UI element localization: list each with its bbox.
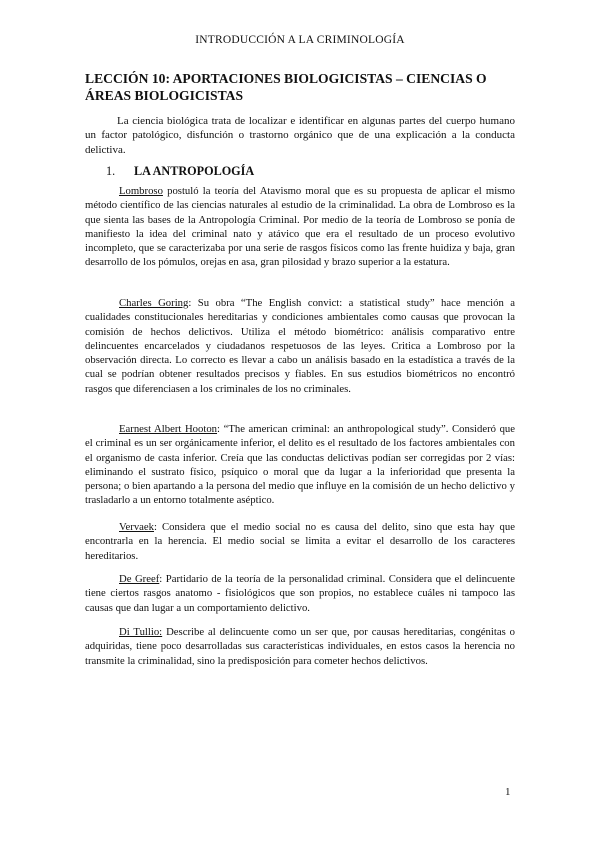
paragraph-text: : “The american criminal: an anthropological study”. Consideró que el criminal es un ser orgánicamente inferior, el delito es el resultado de los factores ambientales con el organismo de casta inferior. Creía que las conductas delictivas podían ser corregidas por 2 vías: eliminando el sustrato físico, psíquico o moral que da lugar a la inferioridad que presenta la persona; o bien apartando a la persona del medio que influye en la comisión de un hecho delictivo y trasladarlo a un entorno totalmente aséptico. bbox=[85, 423, 516, 507]
paragraph-vervaek bbox=[85, 520, 515, 563]
author-name: Di Tullio: bbox=[119, 626, 163, 638]
paragraph-text: Describe al delincuente como un ser que, por causas hereditarias, congénitas o adquiridas, tiene poco desarrolladas sus características individuales, en estos casos la herencia no transmite la criminalidad, sino la predisposición para cometer hechos delictivos. bbox=[85, 626, 516, 667]
paragraph-de-greef bbox=[85, 572, 515, 615]
running-header: INTRODUCCIÓN A LA CRIMINOLOGÍA bbox=[195, 34, 405, 46]
page-number: 1 bbox=[505, 786, 511, 798]
paragraph-text: : Considera que el medio social no es causa del delito, sino que esta hay que encontrarla en la herencia. El medio social se limita a evitar el desarrollo de los caracteres hereditarios. bbox=[85, 521, 515, 562]
intro-paragraph: La ciencia biológica trata de localizar e identificar en algunas partes del cuerpo humano un factor patológico, disfunción o trastorno orgánico que de una explicación a la conducta delictiva. bbox=[85, 115, 515, 156]
section-heading bbox=[106, 164, 254, 179]
section-title: LA ANTROPOLOGÍA bbox=[134, 164, 255, 178]
author-name: Lombroso bbox=[119, 185, 163, 197]
section-number: 1. bbox=[106, 164, 116, 178]
paragraph-di-tullio bbox=[85, 625, 515, 668]
author-name: Earnest Albert Hooton bbox=[119, 423, 218, 435]
paragraph-text: postuló la teoría del Atavismo moral que es su propuesta de aplicar el mismo método científico de las ciencias naturales al estudio de la criminalidad. La obra de Lombroso es la que sienta las bases de la Antropología Criminal. Por medio de la teoría de Lombroso se ponía de manifiesto la idea del criminal nato y atávico que era el resultado de un proceso evolutivo incompleto, que se caracterizaba por una serie de rasgos físicos como las frente huidiza y baja, gran desarrollo de los pómulos, orejas en asa, gran pilosidad y brazo superior a la estatura. bbox=[85, 185, 515, 269]
paragraph-text: : Su obra “The English convict: a statistical study” hace mención a cualidades constitucionales hereditarias y condiciones ambientales como causas que provocan la comisión de hechos delictivos. Utiliza el método biométrico: análisis comparativo entre delincuentes encarcelados y ciudadanos respetuosos de las leyes. Critica a Lombroso por la observación directa. Lo correcto es llevar a cabo un análisis basado en la estadística a través de la cual se podrían obtener resultados precisos y fiables. En sus estudios biométricos no encontró rasgos que diferenciasen a los criminales de los no criminales. bbox=[85, 297, 515, 395]
author-name: Vervaek bbox=[119, 521, 155, 533]
paragraph-goring bbox=[85, 296, 515, 396]
lesson-title: LECCIÓN 10: APORTACIONES BIOLOGICISTAS – CIENCIAS O ÁREAS BIOLOGICISTAS bbox=[85, 71, 487, 103]
paragraph-hooton bbox=[85, 422, 515, 508]
paragraph-text: : Partidario de la teoría de la personalidad criminal. Considera que el delincuente tiene ciertos rasgos anatomo - fisiológicos que son propios, no establece cuáles ni tampoco las causas que dan lugar a un comportamiento delictivo. bbox=[85, 573, 515, 614]
author-name: De Greef bbox=[119, 573, 160, 585]
paragraph-lombroso bbox=[85, 184, 515, 270]
author-name: Charles Goring bbox=[119, 297, 189, 309]
